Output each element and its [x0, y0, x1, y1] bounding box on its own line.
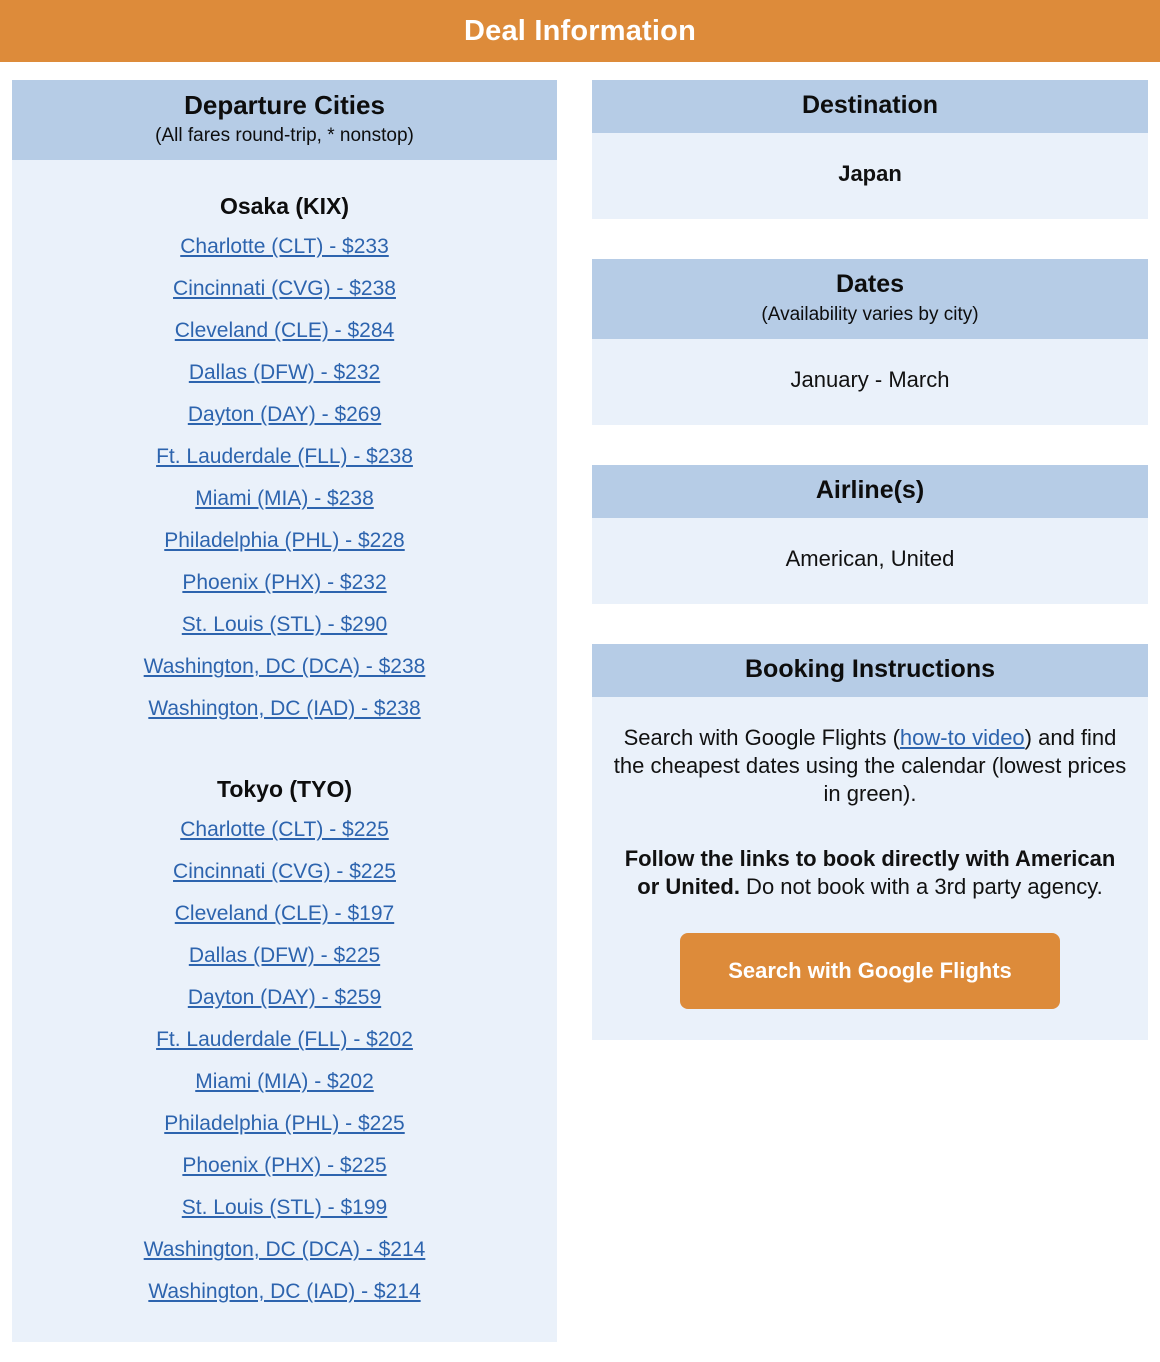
- osaka-fare-group: [22, 192, 547, 731]
- booking-bold-text: Follow the links to book directly with American or United.: [624, 846, 1116, 899]
- booking-instructions-body: [592, 697, 1148, 1040]
- departure-cities-header: [12, 80, 557, 160]
- booking-text: ) and find the cheapest dates using the calendar (lowest prices in green).: [613, 725, 1127, 806]
- fare-link[interactable]: Dallas (DFW) - $232: [188, 361, 381, 384]
- fare-row: [22, 269, 547, 311]
- fare-row: [22, 605, 547, 647]
- fare-link[interactable]: St. Louis (STL) - $290: [181, 613, 388, 636]
- fare-row: [22, 353, 547, 395]
- fare-row: [22, 1230, 547, 1272]
- fare-link[interactable]: Charlotte (CLT) - $233: [180, 235, 389, 258]
- tokyo-group-title: Tokyo (TYO): [216, 776, 352, 802]
- booking-paragraph-warning: [612, 845, 1128, 901]
- booking-instructions-panel: [592, 644, 1148, 1040]
- osaka-group-title: Osaka (KIX): [219, 193, 350, 219]
- fare-link[interactable]: Dallas (DFW) - $225: [188, 944, 381, 967]
- fare-row: [22, 852, 547, 894]
- search-google-flights-button[interactable]: Search with Google Flights: [680, 933, 1060, 1009]
- dates-panel: [592, 259, 1148, 425]
- fare-link[interactable]: Washington, DC (IAD) - $238: [148, 697, 421, 720]
- how-to-video-link[interactable]: how-to video: [899, 725, 1025, 750]
- fare-row: [22, 1188, 547, 1230]
- fare-link[interactable]: Charlotte (CLT) - $225: [180, 818, 389, 841]
- fare-row: [22, 395, 547, 437]
- fare-row: [22, 1062, 547, 1104]
- fare-row: [22, 437, 547, 479]
- fare-row: [22, 936, 547, 978]
- fare-row: [22, 1020, 547, 1062]
- destination-title: Destination: [801, 91, 939, 119]
- destination-panel: [592, 80, 1148, 219]
- dates-header: [592, 259, 1148, 339]
- fare-link[interactable]: Phoenix (PHX) - $232: [182, 571, 387, 594]
- tokyo-fare-group: [22, 775, 547, 1314]
- fare-row: [22, 1272, 547, 1314]
- fare-link[interactable]: Ft. Lauderdale (FLL) - $202: [156, 1028, 413, 1051]
- main-content: [0, 62, 1160, 1362]
- departure-cities-body: [12, 160, 557, 1342]
- fare-link[interactable]: Miami (MIA) - $238: [195, 487, 374, 510]
- booking-instructions-header: [592, 644, 1148, 697]
- booking-text: Search with Google Flights (: [623, 725, 900, 750]
- page-title: Deal Information: [464, 14, 696, 47]
- airlines-value: American, United: [592, 518, 1148, 604]
- fare-link[interactable]: Dayton (DAY) - $269: [187, 403, 382, 426]
- fare-row: [22, 1146, 547, 1188]
- airlines-header: [592, 465, 1148, 518]
- airlines-title: Airline(s): [815, 476, 925, 504]
- fare-link[interactable]: Ft. Lauderdale (FLL) - $238: [156, 445, 413, 468]
- departure-cities-subtitle: (All fares round-trip, * nonstop): [155, 125, 414, 146]
- fare-link[interactable]: Dayton (DAY) - $259: [187, 986, 382, 1009]
- airlines-panel: [592, 465, 1148, 604]
- fare-link[interactable]: Washington, DC (DCA) - $238: [143, 655, 426, 678]
- fare-row: [22, 978, 547, 1020]
- fare-row: [22, 311, 547, 353]
- fare-link[interactable]: Washington, DC (IAD) - $214: [148, 1280, 421, 1303]
- fare-link[interactable]: Cincinnati (CVG) - $238: [173, 277, 396, 300]
- fare-row: [22, 647, 547, 689]
- fare-row: [22, 689, 547, 731]
- fare-row: [22, 810, 547, 852]
- fare-link[interactable]: Cleveland (CLE) - $284: [174, 319, 395, 342]
- fare-link[interactable]: Phoenix (PHX) - $225: [182, 1154, 387, 1177]
- destination-header: [592, 80, 1148, 133]
- fare-link[interactable]: Cleveland (CLE) - $197: [174, 902, 395, 925]
- departure-cities-panel: [12, 80, 557, 1342]
- fare-link[interactable]: St. Louis (STL) - $199: [181, 1196, 388, 1219]
- fare-link[interactable]: Miami (MIA) - $202: [195, 1070, 374, 1093]
- booking-instructions-title: Booking Instructions: [745, 655, 995, 683]
- fare-row: [22, 521, 547, 563]
- dates-title: Dates: [835, 270, 905, 298]
- fare-row: [22, 227, 547, 269]
- fare-row: [22, 563, 547, 605]
- fare-link[interactable]: Washington, DC (DCA) - $214: [143, 1238, 426, 1261]
- fare-row: [22, 1104, 547, 1146]
- fare-link[interactable]: Philadelphia (PHL) - $228: [164, 529, 405, 552]
- deal-details-column: [592, 80, 1148, 1080]
- destination-value: Japan: [592, 133, 1148, 219]
- dates-value: January - March: [592, 339, 1148, 425]
- dates-subtitle: (Availability varies by city): [761, 304, 979, 325]
- fare-row: [22, 479, 547, 521]
- booking-paragraph-search: [612, 724, 1128, 808]
- fare-link[interactable]: Cincinnati (CVG) - $225: [173, 860, 396, 883]
- deal-information-header: [0, 0, 1160, 62]
- booking-text: Do not book with a 3rd party agency.: [739, 874, 1103, 899]
- departure-cities-title: Departure Cities: [184, 90, 385, 120]
- fare-row: [22, 894, 547, 936]
- fare-link[interactable]: Philadelphia (PHL) - $225: [164, 1112, 405, 1135]
